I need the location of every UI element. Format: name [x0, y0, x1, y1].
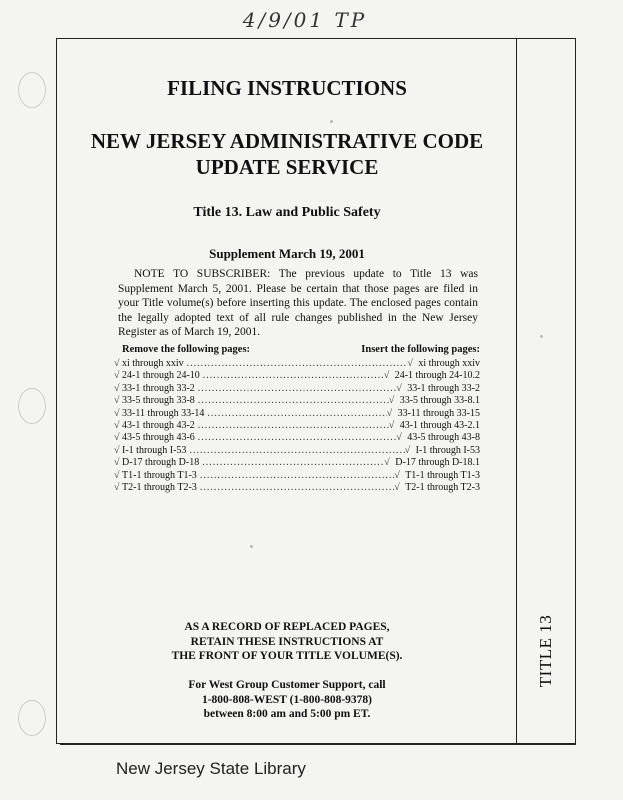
check-mark-icon: √	[114, 444, 120, 456]
insert-pages: 33-1 through 33-2	[407, 382, 480, 394]
check-mark-icon: √	[404, 444, 411, 456]
remove-pages: 43-5 through 43-6	[122, 432, 195, 444]
insert-pages: xi through xxiv	[418, 358, 480, 369]
support-line-1: For West Group Customer Support, call	[188, 679, 386, 691]
punch-hole-top	[18, 72, 46, 108]
leader-dots	[203, 370, 384, 382]
code-title-line-2: UPDATE SERVICE	[195, 155, 379, 179]
insert-pages: D-17 through D-18.1	[395, 457, 480, 469]
remove-pages: T2-1 through T2-3	[122, 482, 197, 494]
leader-dots	[200, 470, 394, 482]
side-tab-label: TITLE 13	[536, 614, 556, 688]
table-row	[114, 432, 480, 444]
remove-pages: 24-1 through 24-10	[122, 370, 200, 382]
table-row	[114, 445, 480, 457]
leader-dots	[200, 482, 394, 494]
remove-pages: 43-1 through 43-2	[122, 420, 195, 432]
remove-header: Remove the following pages:	[122, 344, 251, 355]
table-row	[114, 395, 480, 407]
check-mark-icon: √	[114, 407, 120, 419]
scan-speck	[540, 335, 543, 338]
leader-dots	[198, 383, 396, 395]
supplement-date: Supplement March 19, 2001	[209, 246, 365, 261]
pages-table	[114, 358, 480, 494]
punch-hole-bottom	[18, 700, 46, 736]
check-mark-icon: √	[114, 482, 120, 494]
table-row	[114, 470, 480, 482]
document-heading: FILING INSTRUCTIONS	[167, 76, 407, 100]
check-mark-icon: √	[114, 370, 120, 382]
punch-hole-middle	[18, 388, 46, 424]
remove-pages: D-17 through D-18	[122, 457, 200, 469]
side-tab	[520, 586, 572, 716]
table-row	[114, 457, 480, 469]
insert-pages: 43-5 through 43-8	[407, 432, 480, 444]
insert-pages: 33-11 through 33-15	[397, 407, 480, 419]
check-mark-icon: √	[384, 457, 390, 469]
insert-header: Insert the following pages:	[361, 344, 480, 355]
remove-pages: T1-1 through T1-3	[122, 469, 197, 481]
check-mark-icon: √	[114, 420, 120, 432]
insert-pages: T1-1 through T1-3	[405, 469, 480, 481]
scan-speck	[250, 545, 253, 548]
insert-pages: 33-5 through 33-8.1	[399, 395, 480, 407]
subscriber-note-text: NOTE TO SUBSCRIBER: The previous update to Title 13 was Supplement March 5, 2001. Please be certain that those pages are filed in your Title volume(s) before inserting this update. The enclosed pages contain the legally adopted text of all rule changes published in the New Jersey Register as of March 19, 2001.	[118, 268, 478, 338]
insert-pages: T2-1 through T2-3	[405, 482, 480, 494]
table-row	[114, 408, 480, 420]
scan-speck	[330, 120, 333, 123]
remove-pages: I-1 through I-53	[122, 444, 187, 456]
leader-dots	[198, 395, 389, 407]
remove-pages: 33-11 through 33-14	[122, 407, 205, 419]
table-row	[114, 383, 480, 395]
check-mark-icon: √	[396, 382, 402, 394]
check-mark-icon: √	[114, 395, 120, 407]
remove-pages: xi through xxiv	[122, 358, 184, 369]
customer-support	[58, 678, 516, 722]
check-mark-icon: √	[114, 358, 120, 369]
check-mark-icon: √	[388, 395, 395, 407]
subscriber-note	[118, 267, 478, 340]
code-title	[58, 128, 516, 180]
tab-divider-line	[516, 38, 517, 743]
check-mark-icon: √	[388, 420, 395, 432]
record-notice-line-1: AS A RECORD OF REPLACED PAGES,	[184, 621, 390, 633]
table-row	[114, 482, 480, 494]
insert-pages: 24-1 through 24-10.2	[394, 370, 480, 382]
check-mark-icon: √	[383, 370, 390, 382]
leader-dots	[207, 408, 386, 420]
insert-pages: I-1 through I-53	[415, 444, 480, 456]
leader-dots	[189, 445, 404, 457]
table-row	[114, 420, 480, 432]
remove-pages: 33-1 through 33-2	[122, 382, 195, 394]
frame-bottom-rule	[60, 743, 576, 745]
check-mark-icon: √	[114, 457, 120, 469]
check-mark-icon: √	[394, 482, 400, 494]
title-line: Title 13. Law and Public Safety	[193, 205, 381, 220]
support-hours: between 8:00 am and 5:00 pm ET.	[203, 708, 371, 720]
record-notice-line-3: THE FRONT OF YOUR TITLE VOLUME(S).	[171, 650, 403, 662]
check-mark-icon: √	[114, 432, 120, 444]
check-mark-icon: √	[394, 469, 400, 481]
library-stamp: New Jersey State Library	[116, 759, 306, 778]
handwritten-date-initials: 4/9/01 TP	[242, 8, 368, 32]
record-notice	[58, 620, 516, 664]
leader-dots	[202, 457, 384, 469]
check-mark-icon: √	[114, 382, 120, 394]
pages-table-header	[122, 344, 480, 355]
insert-pages: 43-1 through 43-2.1	[399, 420, 480, 432]
leader-dots	[198, 432, 396, 444]
check-mark-icon: √	[114, 469, 120, 481]
code-title-line-1: NEW JERSEY ADMINISTRATIVE CODE	[90, 129, 484, 153]
record-notice-line-2: RETAIN THESE INSTRUCTIONS AT	[190, 635, 384, 648]
check-mark-icon: √	[386, 407, 393, 419]
check-mark-icon: √	[407, 358, 413, 369]
table-row	[114, 358, 480, 370]
remove-pages: 33-5 through 33-8	[122, 395, 195, 407]
support-phone: 1-800-808-WEST (1-800-808-9378)	[201, 693, 373, 706]
leader-dots	[198, 420, 389, 432]
table-row	[114, 370, 480, 382]
check-mark-icon: √	[396, 432, 402, 444]
leader-dots	[187, 358, 408, 370]
